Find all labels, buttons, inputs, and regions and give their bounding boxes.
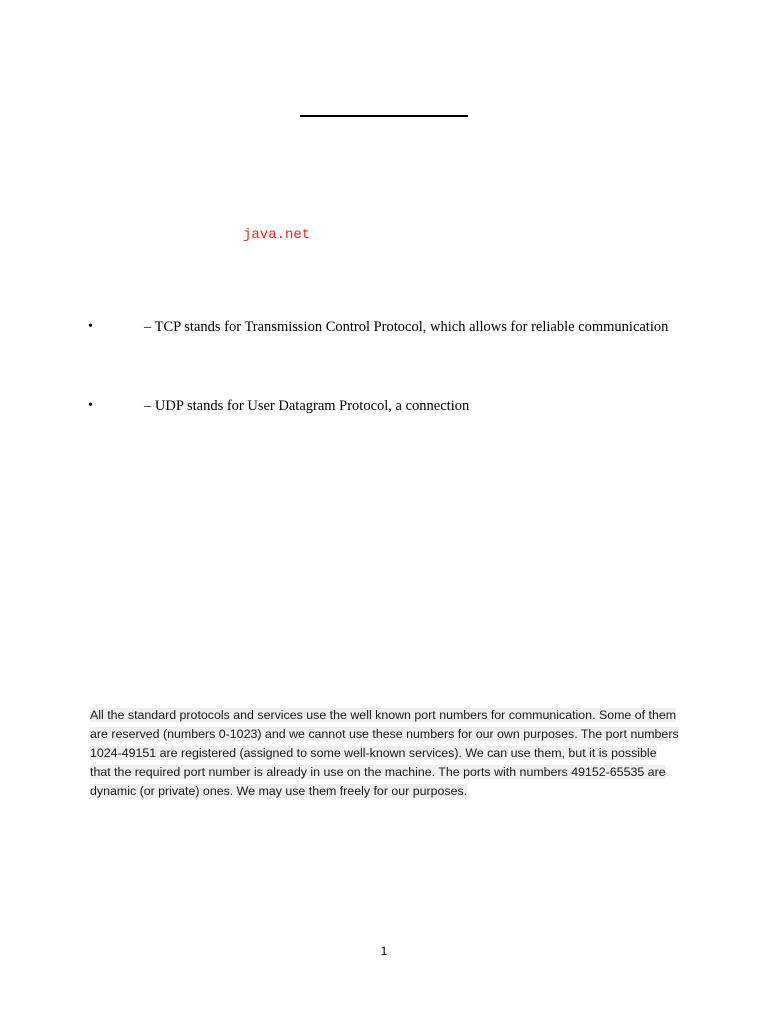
bullet-tcp-text: – TCP stands for Transmission Control Protocol, which allows for reliable communication: [144, 319, 669, 335]
title-underline: [300, 115, 468, 117]
port-numbers-paragraph: [90, 706, 680, 801]
page-number: 1: [380, 944, 388, 958]
bullet-marker: •: [88, 398, 93, 413]
bullet-marker: •: [88, 319, 93, 334]
code-token-java-net: java.net: [243, 227, 311, 243]
highlighted-paragraph-text: All the standard protocols and services use the well known port numbers for communication. Some of them are reserved (numbers 0-1023) and we cannot use these numbers for our own purposes. The port numbers 1024-49151 are registered (assigned to some well-known services). We can use them, but it is possible that the required port number is already in use on the machine. The ports with numbers 49152-65535 are dynamic (or private) ones. We may use them freely for our purposes.: [90, 708, 679, 798]
bullet-udp-text: – UDP stands for User Datagram Protocol, a connection: [144, 398, 470, 414]
